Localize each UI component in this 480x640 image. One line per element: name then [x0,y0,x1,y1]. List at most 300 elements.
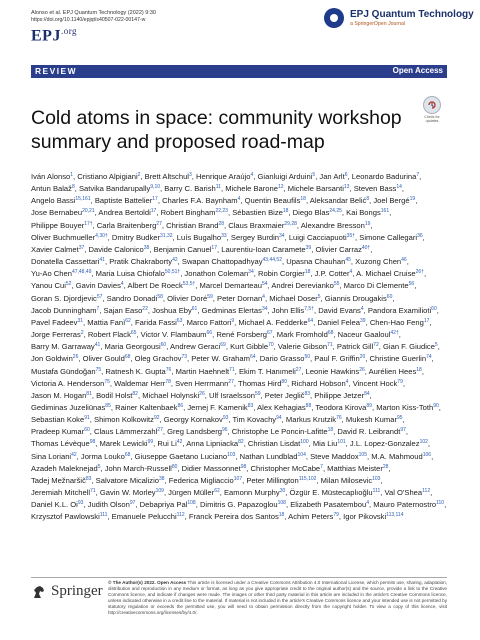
author-affiliation[interactable]: 105 [358,451,367,458]
author-name[interactable]: David R. Leibrandt [337,427,401,437]
author-affiliation[interactable]: 64 [307,317,314,324]
author-name[interactable]: Cristiano Alpigiani [77,172,138,181]
author-affiliation[interactable]: 82 [132,390,138,397]
author-affiliation[interactable]: 92 [153,415,160,422]
author-affiliation[interactable]: 17† [84,220,93,227]
author-affiliation[interactable]: 13 [343,184,350,191]
author-name[interactable]: Debapriya Pal [139,500,188,510]
author-name[interactable]: Milan Milosevic [320,475,373,485]
author-affiliation[interactable]: 2 [137,172,141,178]
author-affiliation[interactable]: 18 [278,512,285,519]
author-name[interactable]: Michael A. Fedderke [238,317,308,327]
author-affiliation[interactable]: 37 [78,244,85,251]
author-name[interactable]: Marco Fattori [186,317,232,327]
author-name[interactable]: Teodora Kirova [315,402,367,412]
author-affiliation[interactable]: 7 [96,305,100,312]
author-name[interactable]: Brett Altschul [144,172,189,181]
author-affiliation[interactable]: 106 [422,451,432,458]
author-affiliation[interactable]: 66 [206,330,213,337]
author-name[interactable]: Sven Herrmann [175,378,229,388]
author-name[interactable]: Kurt Gibble [230,342,269,352]
author-affiliation[interactable]: 65 [130,330,137,337]
author-affiliation[interactable]: 93 [222,415,229,422]
author-name[interactable]: Mattia Fanì [87,317,126,327]
author-affiliation[interactable]: 108 [277,500,286,507]
author-name[interactable]: Olivier Doré [167,293,208,303]
author-name[interactable]: Sina Loriani [31,451,72,461]
author-affiliation[interactable]: 27 [157,427,163,434]
author-affiliation[interactable]: 60 [84,427,90,434]
author-affiliation[interactable]: 28 [218,220,224,227]
author-name[interactable]: Swapan Chattopadhyay [181,257,263,267]
author-name[interactable]: Yanou Cui [31,281,66,291]
author-name[interactable]: Patrick Gill [336,342,374,352]
author-affiliation[interactable]: 47,48,49 [71,269,92,276]
author-name[interactable]: Aurélien Hees [368,366,417,376]
author-name[interactable]: Jason M. Hogan [31,390,87,400]
author-affiliation[interactable]: 18 [327,427,334,434]
author-affiliation[interactable]: 61 [191,305,198,312]
author-name[interactable]: Peter Dornan [217,293,263,303]
author-affiliation[interactable]: 68 [124,354,131,361]
author-affiliation[interactable]: 62 [214,488,220,495]
author-affiliation[interactable]: 17 [152,196,158,203]
author-name[interactable]: Marco Di Clemente [343,281,409,291]
author-name[interactable]: Martin Haehnelt [175,366,230,376]
author-name[interactable]: Dario Grasso [259,354,305,364]
author-affiliation[interactable]: 4 [345,378,349,385]
author-name[interactable]: Krzysztof Pawlowski [31,512,100,522]
author-affiliation[interactable]: 68 [327,330,334,337]
author-affiliation[interactable]: 90 [433,402,439,409]
author-name[interactable]: Sergey Burdin [230,232,280,242]
author-name[interactable]: Franck Pereira dos Santos [188,512,279,522]
author-name[interactable]: Shimon Kolkowitz [94,415,154,425]
author-name[interactable]: Jose Bernabeu [31,208,83,218]
author-name[interactable]: Satvika Bandarupally [78,184,151,194]
author-affiliation[interactable]: 42† [390,330,399,337]
author-affiliation[interactable]: 45 [345,257,351,264]
author-name[interactable]: Giuseppe Gaetano Luciano [134,451,228,461]
author-name[interactable]: Simone Callegari [359,232,418,242]
author-affiliation[interactable]: 60 [431,305,437,312]
author-affiliation[interactable]: 4 [262,293,265,300]
author-affiliation[interactable]: 81 [86,390,92,397]
author-name[interactable]: Didier Massonnet [181,463,241,473]
author-name[interactable]: Giannis Drougakis [324,293,387,303]
author-affiliation[interactable]: 100 [300,439,309,446]
author-affiliation[interactable]: 58 [157,293,163,300]
author-name[interactable]: Pradeep Kumar [31,427,85,437]
author-name[interactable]: Ratnesh K. Gupta [105,366,166,376]
author-affiliation[interactable]: 112 [422,488,431,495]
author-name[interactable]: Tadej Mežnaršič [31,475,86,485]
author-affiliation[interactable]: 12 [277,184,284,191]
author-affiliation[interactable]: 98 [240,463,247,470]
author-name[interactable]: Upasna Chauhan [286,257,346,267]
author-affiliation[interactable]: 29,28 [284,220,297,227]
author-name[interactable]: Tim Kovachy [232,415,277,425]
author-affiliation[interactable]: 7,5† [304,305,314,312]
author-name[interactable]: Mukesh Kumar [345,415,397,425]
author-affiliation[interactable]: 55 [333,281,340,288]
author-name[interactable]: Peter Jeglič [264,390,305,400]
author-name[interactable]: Barry M. Garraway [31,342,95,352]
author-affiliation[interactable]: 42 [71,451,77,458]
author-name[interactable]: Salvatore Micalizio [95,475,159,485]
author-affiliation[interactable]: 31 [77,317,83,324]
author-affiliation[interactable]: 109 [155,488,164,495]
author-name[interactable]: Robert Bingham [160,208,216,218]
author-affiliation[interactable]: 19 [409,196,416,203]
author-affiliation[interactable]: 31,32 [160,232,173,239]
author-affiliation[interactable]: 46 [401,257,407,264]
author-affiliation[interactable]: 78 [165,378,171,385]
author-name[interactable]: Jonathon Coleman [184,269,249,279]
author-affiliation[interactable]: 83 [304,390,311,397]
author-affiliation[interactable]: 20 [359,354,366,361]
author-affiliation[interactable]: 26 [359,366,365,373]
author-affiliation[interactable]: 42 [176,439,183,446]
author-name[interactable]: Jacob Dunningham [31,305,97,315]
author-name[interactable]: Jorma Louko [80,451,125,461]
author-affiliation[interactable]: 76 [165,366,172,373]
author-name[interactable]: Aleksandar Belić [309,196,367,206]
author-affiliation[interactable]: 73 [181,354,188,361]
author-name[interactable]: Nathan Lundblad [239,451,298,461]
doi-link[interactable]: https://doi.org/10.1140/epjqt/s40507-022-00147-w [31,17,146,23]
author-affiliation[interactable]: 27 [156,220,162,227]
author-affiliation[interactable]: 11 [215,184,221,191]
author-name[interactable]: Laurentiu-Ioan Caramete [221,244,306,254]
author-affiliation[interactable]: 34 [261,305,268,312]
author-affiliation[interactable]: 91 [84,415,90,422]
author-affiliation[interactable]: 27 [228,378,234,385]
author-affiliation[interactable]: 79 [333,512,339,519]
author-affiliation[interactable]: 80 [281,378,287,385]
author-affiliation[interactable]: 72 [373,342,379,349]
author-affiliation[interactable]: 93 [77,500,84,507]
author-name[interactable]: Pavel Fadeev [31,317,78,327]
author-name[interactable]: Judith Olson [87,500,130,510]
author-affiliation[interactable]: 70 [268,342,274,349]
author-affiliation[interactable]: 15,161 [75,196,91,203]
author-affiliation[interactable]: 4 [250,172,254,178]
author-name[interactable]: Philippe Jetzer [314,390,365,400]
author-name[interactable]: Alexandre Bresson [300,220,365,230]
author-affiliation[interactable]: 52 [65,281,72,288]
author-name[interactable]: Albert De Roeck [127,281,183,291]
author-affiliation[interactable]: 79 [397,378,403,385]
author-name[interactable]: Andrei Derevianko [271,281,334,291]
author-name[interactable]: J.P. Cotter [314,269,350,279]
author-name[interactable]: Andrew Geraci [170,342,221,352]
author-affiliation[interactable]: 20,21 [82,208,95,215]
author-name[interactable]: Sajan Easo [103,305,143,315]
author-affiliation[interactable]: 8 [71,184,75,191]
author-affiliation[interactable]: 112 [176,512,185,519]
author-affiliation[interactable]: 115,102 [298,475,317,482]
author-affiliation[interactable]: 103 [372,475,381,482]
author-name[interactable]: Maria Luisa Chiofalo [95,269,165,279]
author-name[interactable]: Bodil Holst [96,390,133,400]
author-affiliation[interactable]: 39 [305,244,312,251]
author-affiliation[interactable]: 68 [124,451,131,458]
author-name[interactable]: Rui Li [157,439,177,449]
author-affiliation[interactable]: 50 [304,354,311,361]
author-name[interactable]: Peter W. Graham [191,354,250,364]
author-name[interactable]: Michael Doser [269,293,318,303]
author-name[interactable]: Christine Guerlin [369,354,427,364]
author-name[interactable]: Claus Braxmaier [228,220,285,230]
author-name[interactable]: A. Michael Cruise [356,269,416,279]
author-name[interactable]: Michael Holynski [142,390,200,400]
author-name[interactable]: Federica Migliaccio [168,475,234,485]
author-name[interactable]: Davide Calonico [88,244,144,254]
author-name[interactable]: Christophe Le Poncin-Lafitte [231,427,328,437]
author-affiliation[interactable]: 82 [238,439,244,446]
author-affiliation[interactable]: 4 [120,281,124,288]
author-affiliation[interactable]: 56 [408,281,415,288]
author-affiliation[interactable]: 84 [364,390,370,397]
author-affiliation[interactable]: 35† [346,232,356,239]
author-name[interactable]: Leonie Hawkins [305,366,360,376]
author-name[interactable]: Gavin W. Morley [99,488,156,498]
author-affiliation[interactable]: 17 [211,244,217,251]
author-affiliation[interactable]: 63 [176,317,183,324]
author-name[interactable]: Sebastian Koke [31,415,85,425]
author-affiliation[interactable]: 5 [434,342,438,349]
author-name[interactable]: Donatella Cassettari [31,257,100,267]
author-affiliation[interactable]: 80 [171,463,178,470]
author-name[interactable]: Eamonn Murphy [223,488,280,498]
author-name[interactable]: Rainer Kaltenbaek [115,402,178,412]
author-name[interactable]: Jeremiah Mitchell [31,488,91,498]
author-name[interactable]: Daniel K.L. Oi [31,500,78,510]
author-name[interactable]: Elizabeth Pasatembou [290,500,367,510]
author-name[interactable]: Benjamin Canuel [153,244,212,254]
author-name[interactable]: René Forsberg [216,330,267,340]
author-affiliation[interactable]: 74 [426,354,432,361]
author-name[interactable]: Oliver Gould [82,354,125,364]
author-affiliation[interactable]: 1 [70,172,74,178]
author-affiliation[interactable]: 83 [247,402,254,409]
author-name[interactable]: Joshua Eby [152,305,192,315]
author-name[interactable]: Henrique Araújo [196,172,251,181]
author-name[interactable]: Richard Hobson [291,378,346,388]
author-affiliation[interactable]: 7 [320,463,323,470]
author-name[interactable]: Val O'Shea [384,488,423,498]
author-affiliation[interactable]: 59 [207,293,213,300]
author-name[interactable]: Marek Lewicki [99,439,148,449]
author-affiliation[interactable]: 41 [99,257,105,264]
author-name[interactable]: Naceur Gaaloul [337,330,391,340]
author-affiliation[interactable]: 67 [266,330,273,337]
author-affiliation[interactable]: 98 [89,439,96,446]
author-name[interactable]: Philippe Bouyer [31,220,85,230]
author-affiliation[interactable]: 14 [396,184,402,191]
author-name[interactable]: Jürgen Müller [168,488,215,498]
author-name[interactable]: Claus Lämmerzahl [93,427,158,437]
author-affiliation[interactable]: 40† [361,244,371,251]
author-affiliation[interactable]: 111 [99,512,108,519]
author-name[interactable]: Chen-Hao Feng [369,317,424,327]
author-affiliation[interactable]: 26 [72,354,79,361]
author-affiliation[interactable]: 101 [337,439,346,446]
author-affiliation[interactable]: 36 [417,232,423,239]
author-affiliation[interactable]: 85 [105,402,111,409]
author-name[interactable]: Azadeh Maleknejad [31,463,98,473]
author-name[interactable]: Gavin Davies [75,281,121,291]
author-name[interactable]: Gedminas Elertas [201,305,262,315]
author-affiliation[interactable]: 5 [97,463,101,470]
author-name[interactable]: Michele Barone [225,184,278,194]
author-name[interactable]: Diego Blas [292,208,330,218]
author-name[interactable]: Pandora Examilioti [367,305,432,315]
author-affiliation[interactable]: 97 [129,500,136,507]
author-affiliation[interactable]: 111 [372,488,381,495]
author-affiliation[interactable]: 96 [221,427,228,434]
author-affiliation[interactable]: 59 [254,390,261,397]
author-affiliation[interactable]: 53,5† [182,281,196,288]
author-affiliation[interactable]: 41 [94,342,101,349]
author-name[interactable]: Xuzong Chen [355,257,402,267]
author-name[interactable]: Georgy Kornakov [163,415,223,425]
author-name[interactable]: Jon Goldwin [31,354,73,364]
author-affiliation[interactable]: 39 [360,317,366,324]
author-name[interactable]: Gediminas Juzeliūnas [31,402,106,412]
author-name[interactable]: Peter Millington [246,475,299,485]
author-name[interactable]: Marcel Demarteau [199,281,262,291]
author-affiliation[interactable]: 86 [177,402,184,409]
author-name[interactable]: Igor Pikovski [343,512,387,522]
author-name[interactable]: Robert Flack [87,330,131,340]
author-name[interactable]: Markus Krutzik [285,415,337,425]
author-name[interactable]: Thomas Hird [237,378,282,388]
author-affiliation[interactable]: 76 [336,415,342,422]
author-name[interactable]: Oleg Grachov [134,354,182,364]
author-name[interactable]: Gianluigi Arduini [257,172,313,181]
author-name[interactable]: Christian Lisdat [247,439,301,449]
author-affiliation[interactable]: 18 [304,269,311,276]
author-name[interactable]: Quentin Beaufils [244,196,301,206]
author-name[interactable]: Robin Corgier [257,269,305,279]
author-affiliation[interactable]: 71 [327,342,333,349]
author-name[interactable]: Mustafa Gündoğan [31,366,96,376]
author-name[interactable]: Achim Peters [288,512,334,522]
author-affiliation[interactable]: 50,51† [164,269,181,276]
author-affiliation[interactable]: 113,114 [386,512,404,519]
author-name[interactable]: Pratik Chakraborty [109,257,173,267]
author-affiliation[interactable]: 34 [279,232,285,239]
author-affiliation[interactable]: 26† [415,269,424,276]
author-name[interactable]: Sandro Donadi [106,293,158,303]
author-affiliation[interactable]: 60 [160,342,167,349]
author-name[interactable]: Xavier Calmet [31,244,79,254]
author-affiliation[interactable]: 102 [419,439,428,446]
author-affiliation[interactable]: 64 [249,354,256,361]
author-name[interactable]: Greg Landsberg [167,427,222,437]
author-name[interactable]: Paul F. Griffin [314,354,360,364]
author-name[interactable]: Goran S. Djordjevic [31,293,97,303]
author-affiliation[interactable]: 38 [158,475,165,482]
author-name[interactable]: John March-Russell [104,463,172,473]
author-affiliation[interactable]: 99 [147,439,154,446]
author-name[interactable]: Iván Alonso [31,172,71,181]
author-name[interactable]: Steve Maddox [310,451,359,461]
author-name[interactable]: Yu-Ao Chen [31,269,72,279]
author-affiliation[interactable]: 62 [125,317,131,324]
author-name[interactable]: Ulf Israelsson [208,390,255,400]
author-affiliation[interactable]: 22 [142,305,148,312]
author-name[interactable]: Leonardo Badurina [351,172,417,181]
author-affiliation[interactable]: 75 [95,366,102,373]
author-name[interactable]: Joel Bergé [373,196,410,206]
author-affiliation[interactable]: 19 [364,220,371,227]
author-affiliation[interactable]: 4 [366,500,369,507]
author-affiliation[interactable]: 33 [221,232,227,239]
author-affiliation[interactable]: 103 [227,451,236,458]
author-name[interactable]: M.A. Mahmoud [371,451,423,461]
author-name[interactable]: Maria Georgousi [104,342,161,352]
author-affiliation[interactable]: 42 [172,257,178,264]
author-name[interactable]: David Evans [318,305,361,315]
author-affiliation[interactable]: 4,30† [95,232,108,239]
author-name[interactable]: Emanuele Pelucchi [111,512,177,522]
author-affiliation[interactable]: 107 [233,475,243,482]
author-affiliation[interactable]: 75 [104,378,110,385]
author-name[interactable]: Luís Bugalho [176,232,222,242]
author-affiliation[interactable]: 54 [261,281,268,288]
author-name[interactable]: Marton Kiss-Toth [376,402,434,412]
author-name[interactable]: Kai Bongs [346,208,381,218]
author-affiliation[interactable]: 6 [344,172,348,178]
author-affiliation[interactable]: 9 [231,317,235,324]
author-affiliation[interactable]: 34 [248,269,254,276]
author-affiliation[interactable]: 4 [237,196,241,203]
author-affiliation[interactable]: 97 [400,427,406,434]
author-affiliation[interactable]: 89 [366,402,372,409]
author-name[interactable]: Luigi Cacciapuoti [288,232,347,242]
author-affiliation[interactable]: 18 [416,366,422,373]
author-affiliation[interactable]: 5 [312,172,316,178]
author-name[interactable]: Alex Kehagias [257,402,306,412]
author-name[interactable]: Dimitris G. Papazoglou [199,500,278,510]
author-name[interactable]: Gian F. Giudice [383,342,435,352]
author-name[interactable]: Anna Lipniacka [186,439,239,449]
author-affiliation[interactable]: 38 [143,244,150,251]
check-for-updates-button[interactable] [418,96,446,126]
author-name[interactable]: Sébastien Bize [232,208,283,218]
author-affiliation[interactable]: 94 [276,415,282,422]
author-name[interactable]: Olivier Carraz [315,244,362,254]
author-name[interactable]: Michele Barsanti [287,184,344,194]
author-name[interactable]: Matthias Meister [327,463,383,473]
author-name[interactable]: Christian Brand [166,220,219,230]
author-name[interactable]: Mark Fromhold [276,330,328,340]
author-name[interactable]: Ekim T. Hanımeli [238,366,296,376]
author-name[interactable]: Victoria A. Henderson [31,378,105,388]
author-affiliation[interactable]: 71 [90,488,96,495]
author-name[interactable]: Vincent Hock [352,378,398,388]
author-name[interactable]: Özgür E. Müstecaplıoğlu [289,488,373,498]
author-affiliation[interactable]: 43,44,52 [262,257,282,264]
author-name[interactable]: Carla Braitenberg [96,220,157,230]
author-affiliation[interactable]: 17 [150,208,157,215]
author-name[interactable]: Baptiste Battelier [94,196,153,206]
author-affiliation[interactable]: 22,23 [215,208,228,215]
author-name[interactable]: Daniel Felea [317,317,361,327]
